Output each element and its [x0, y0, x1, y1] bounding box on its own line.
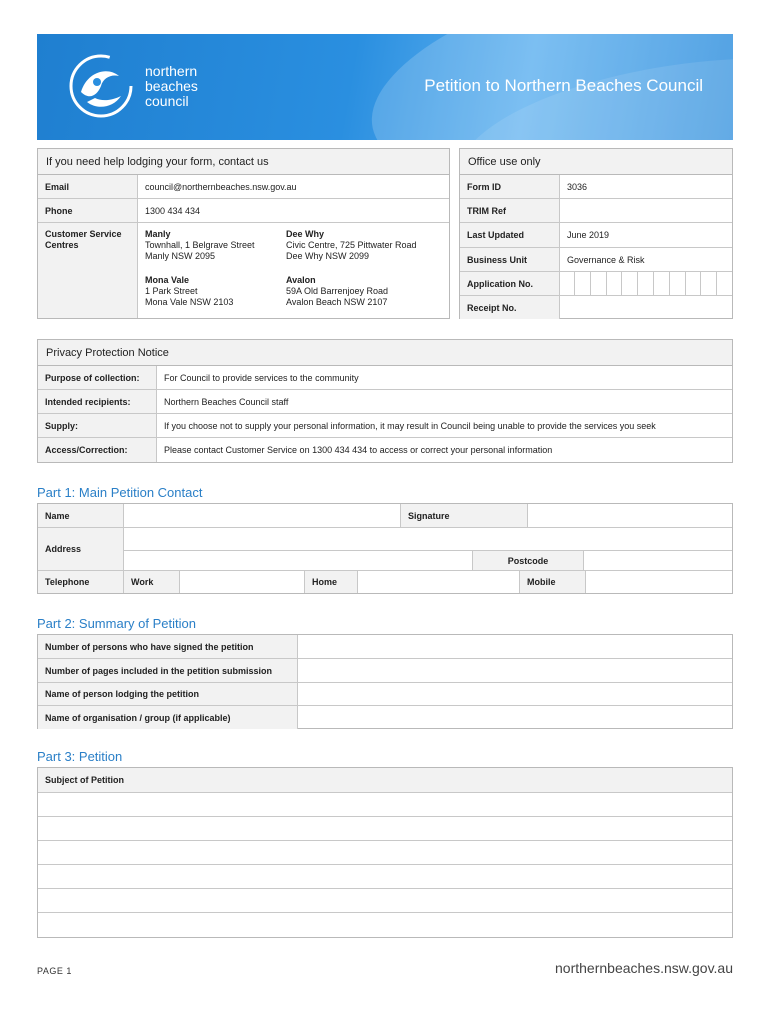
subject-line[interactable]: [38, 793, 732, 817]
centre-mona-vale: [145, 275, 286, 308]
home-phone-field[interactable]: [358, 571, 520, 593]
pages-included-field[interactable]: [298, 659, 732, 682]
subject-line[interactable]: [38, 889, 732, 913]
last-updated-value: June 2019: [567, 230, 610, 240]
subject-label: Subject of Petition: [45, 775, 125, 785]
receipt-no-label: Receipt No.: [460, 296, 560, 319]
summary-label: Number of pages included in the petition submission: [38, 659, 298, 682]
postcode-label: Postcode: [472, 551, 584, 570]
business-unit-label: Business Unit: [460, 248, 560, 271]
organisation-field[interactable]: [298, 706, 732, 729]
logo-line: northern: [145, 63, 198, 79]
name-field[interactable]: [124, 504, 400, 527]
centre-name: Mona Vale: [145, 275, 190, 285]
privacy-label: Purpose of collection:: [38, 366, 157, 389]
address-label: Address: [38, 528, 124, 570]
centre-address: 1 Park Street: [145, 286, 198, 296]
summary-label: Number of persons who have signed the petition: [38, 635, 298, 658]
part3-title: Part 3: Petition: [37, 749, 123, 764]
application-no-field[interactable]: [560, 272, 732, 295]
logo-line: council: [145, 93, 189, 109]
trim-ref-label: TRIM Ref: [460, 199, 560, 222]
address-field-line2[interactable]: [124, 551, 472, 570]
work-label: Work: [124, 571, 180, 593]
person-lodging-field[interactable]: [298, 683, 732, 705]
contact-heading: If you need help lodging your form, contact us: [38, 149, 449, 175]
subject-line[interactable]: [38, 913, 732, 937]
privacy-value: Please contact Customer Service on 1300 434 434 to access or correct your personal information: [164, 445, 553, 455]
centre-name: Manly: [145, 229, 171, 239]
header-banner: [37, 34, 733, 140]
logo-line: beaches: [145, 78, 198, 94]
council-logo-icon: [67, 52, 135, 120]
home-label: Home: [305, 571, 358, 593]
form-id-value: 3036: [567, 181, 588, 192]
persons-signed-field[interactable]: [298, 635, 732, 658]
last-updated-label: Last Updated: [460, 223, 560, 247]
business-unit-value: Governance & Risk: [567, 254, 645, 265]
email-value[interactable]: council@northernbeaches.nsw.gov.au: [145, 181, 297, 192]
centre-manly: [145, 229, 286, 262]
signature-field[interactable]: [528, 504, 732, 527]
privacy-label: Access/Correction:: [38, 438, 157, 462]
centre-name: Dee Why: [286, 229, 325, 239]
mobile-phone-field[interactable]: [586, 571, 732, 593]
centre-address: Townhall, 1 Belgrave Street: [145, 240, 255, 250]
signature-label: Signature: [400, 504, 528, 527]
website-link[interactable]: northernbeaches.nsw.gov.au: [555, 960, 733, 976]
privacy-value: Northern Beaches Council staff: [164, 396, 289, 407]
centre-address: 59A Old Barrenjoey Road: [286, 286, 389, 296]
name-label: Name: [38, 504, 124, 527]
receipt-no-field[interactable]: [560, 296, 574, 319]
centre-address: Civic Centre, 725 Pittwater Road: [286, 240, 417, 250]
centre-address: Dee Why NSW 2099: [286, 251, 370, 261]
privacy-label: Intended recipients:: [38, 390, 157, 413]
centre-address: Avalon Beach NSW 2107: [286, 297, 388, 307]
centre-name: Avalon: [286, 275, 316, 285]
privacy-label: Supply:: [38, 414, 157, 437]
office-use-box: [459, 148, 733, 319]
centre-dee-why: [286, 229, 427, 262]
privacy-value: If you choose not to supply your personal information, it may result in Council being unable to provide the services you seek: [164, 420, 656, 431]
logo-wordmark: [145, 64, 198, 109]
office-heading: Office use only: [460, 149, 732, 175]
centre-avalon: [286, 275, 427, 308]
part2-box: [37, 634, 733, 729]
part1-title: Part 1: Main Petition Contact: [37, 485, 203, 500]
email-label: Email: [38, 175, 138, 198]
form-id-label: Form ID: [460, 175, 560, 198]
mobile-label: Mobile: [520, 571, 586, 593]
privacy-value: For Council to provide services to the community: [164, 372, 359, 383]
subject-line[interactable]: [38, 817, 732, 841]
privacy-heading: Privacy Protection Notice: [38, 340, 732, 366]
phone-value: 1300 434 434: [145, 205, 201, 216]
summary-label: Name of person lodging the petition: [38, 683, 298, 705]
work-phone-field[interactable]: [180, 571, 305, 593]
page-title: Petition to Northern Beaches Council: [424, 76, 703, 95]
privacy-notice-box: [37, 339, 733, 463]
address-field[interactable]: [124, 528, 732, 551]
subject-line[interactable]: [38, 865, 732, 889]
subject-line[interactable]: [38, 841, 732, 865]
trim-ref-field[interactable]: [560, 199, 574, 222]
part1-box: [37, 503, 733, 594]
part3-box: [37, 767, 733, 938]
application-no-label: Application No.: [460, 272, 560, 295]
part2-title: Part 2: Summary of Petition: [37, 616, 196, 631]
page-number: PAGE 1: [37, 966, 72, 976]
centre-address: Manly NSW 2095: [145, 251, 216, 261]
phone-label: Phone: [38, 199, 138, 222]
service-centres: [138, 223, 434, 318]
summary-label: Name of organisation / group (if applicable): [38, 706, 298, 729]
postcode-field[interactable]: [584, 551, 732, 570]
centres-label: Customer Service Centres: [38, 223, 138, 318]
telephone-label: Telephone: [38, 571, 124, 593]
centre-address: Mona Vale NSW 2103: [145, 297, 234, 307]
contact-box: [37, 148, 450, 319]
